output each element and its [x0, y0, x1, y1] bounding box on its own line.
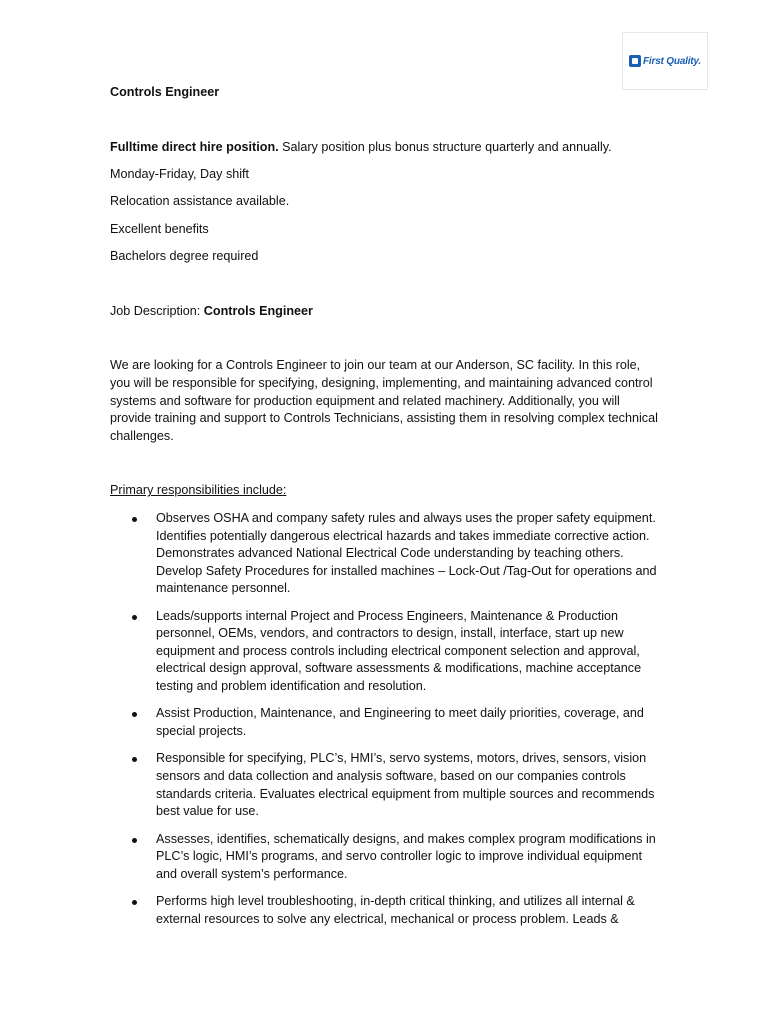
hire-line — [110, 139, 660, 157]
bullet-icon — [132, 838, 137, 843]
job-description-line — [110, 303, 660, 321]
hire-rest: Salary position plus bonus structure quarterly and annually. — [278, 139, 612, 154]
benefits-line: Excellent benefits — [110, 221, 209, 236]
list-item-text: Responsible for specifying, PLC’s, HMI’s, servo systems, motors, drives, sensors, vision sensors and data collection and analysis software, based on our companies controls standards criteria. Evaluates electrical equipment from multiple sources and recommends best value for use. — [156, 751, 655, 819]
logo-brand-text: First Quality. — [643, 55, 701, 67]
bullet-icon — [132, 757, 137, 762]
list-item-text: Performs high level troubleshooting, in-depth critical thinking, and utilizes all internal & external resources to solve any electrical, mechanical or process problem. Leads & — [156, 894, 635, 926]
logo-mark-icon — [629, 55, 641, 67]
bullet-icon — [132, 517, 137, 522]
job-description-value: Controls Engineer — [203, 303, 313, 318]
document-title: Controls Engineer — [110, 85, 220, 99]
job-description-label: Job Description: — [110, 303, 204, 318]
hire-lead-bold: Fulltime direct hire position. — [110, 139, 279, 154]
responsibilities-list — [110, 510, 660, 928]
document-body — [110, 84, 660, 928]
list-item — [110, 893, 660, 928]
list-item-text: Assist Production, Maintenance, and Engineering to meet daily priorities, coverage, and special projects. — [156, 706, 644, 739]
company-logo — [622, 32, 708, 90]
bullet-icon — [132, 615, 137, 620]
bullet-icon — [132, 900, 137, 905]
list-item — [110, 510, 660, 598]
degree-line: Bachelors degree required — [110, 249, 259, 264]
list-item — [110, 608, 660, 696]
relocation-line: Relocation assistance available. — [110, 194, 290, 209]
list-item — [110, 831, 660, 884]
list-item-text: Leads/supports internal Project and Process Engineers, Maintenance & Production personnel, OEMs, vendors, and contractors to design, install, interface, start up new equipment and process controls including electrical component selection and approval, electrical design approval, software assessments & modifications, machine acceptance testing and problem identification and resolution. — [156, 608, 642, 694]
list-item — [110, 750, 660, 820]
list-item — [110, 705, 660, 740]
logo-inner — [629, 55, 701, 67]
bullet-icon — [132, 712, 137, 717]
responsibilities-heading: Primary responsibilities include: — [110, 483, 287, 498]
list-item-text: Assesses, identifies, schematically designs, and makes complex program modifications in PLC’s logic, HMI’s programs, and servo controller logic to improve individual equipment and overall system’s performance. — [156, 831, 656, 881]
schedule-line: Monday-Friday, Day shift — [110, 166, 250, 181]
list-item-text: Observes OSHA and company safety rules and always uses the proper safety equipment. Identifies potentially dangerous electrical hazards and takes immediate corrective action. Demonstrates advanced National Electrical Code understanding by teaching others. Develop Safety Procedures for installed machines – Lock-Out /Tag-Out for operations and maintenance personnel. — [156, 510, 657, 596]
intro-paragraph: We are looking for a Controls Engineer to join our team at our Anderson, SC facility. In this role, you will be responsible for specifying, designing, implementing, and maintaining advanced control systems and software for production equipment and related machinery. Additionally, you will provide training and support to Controls Technicians, assisting them in resolving complex technical challenges. — [110, 358, 658, 443]
